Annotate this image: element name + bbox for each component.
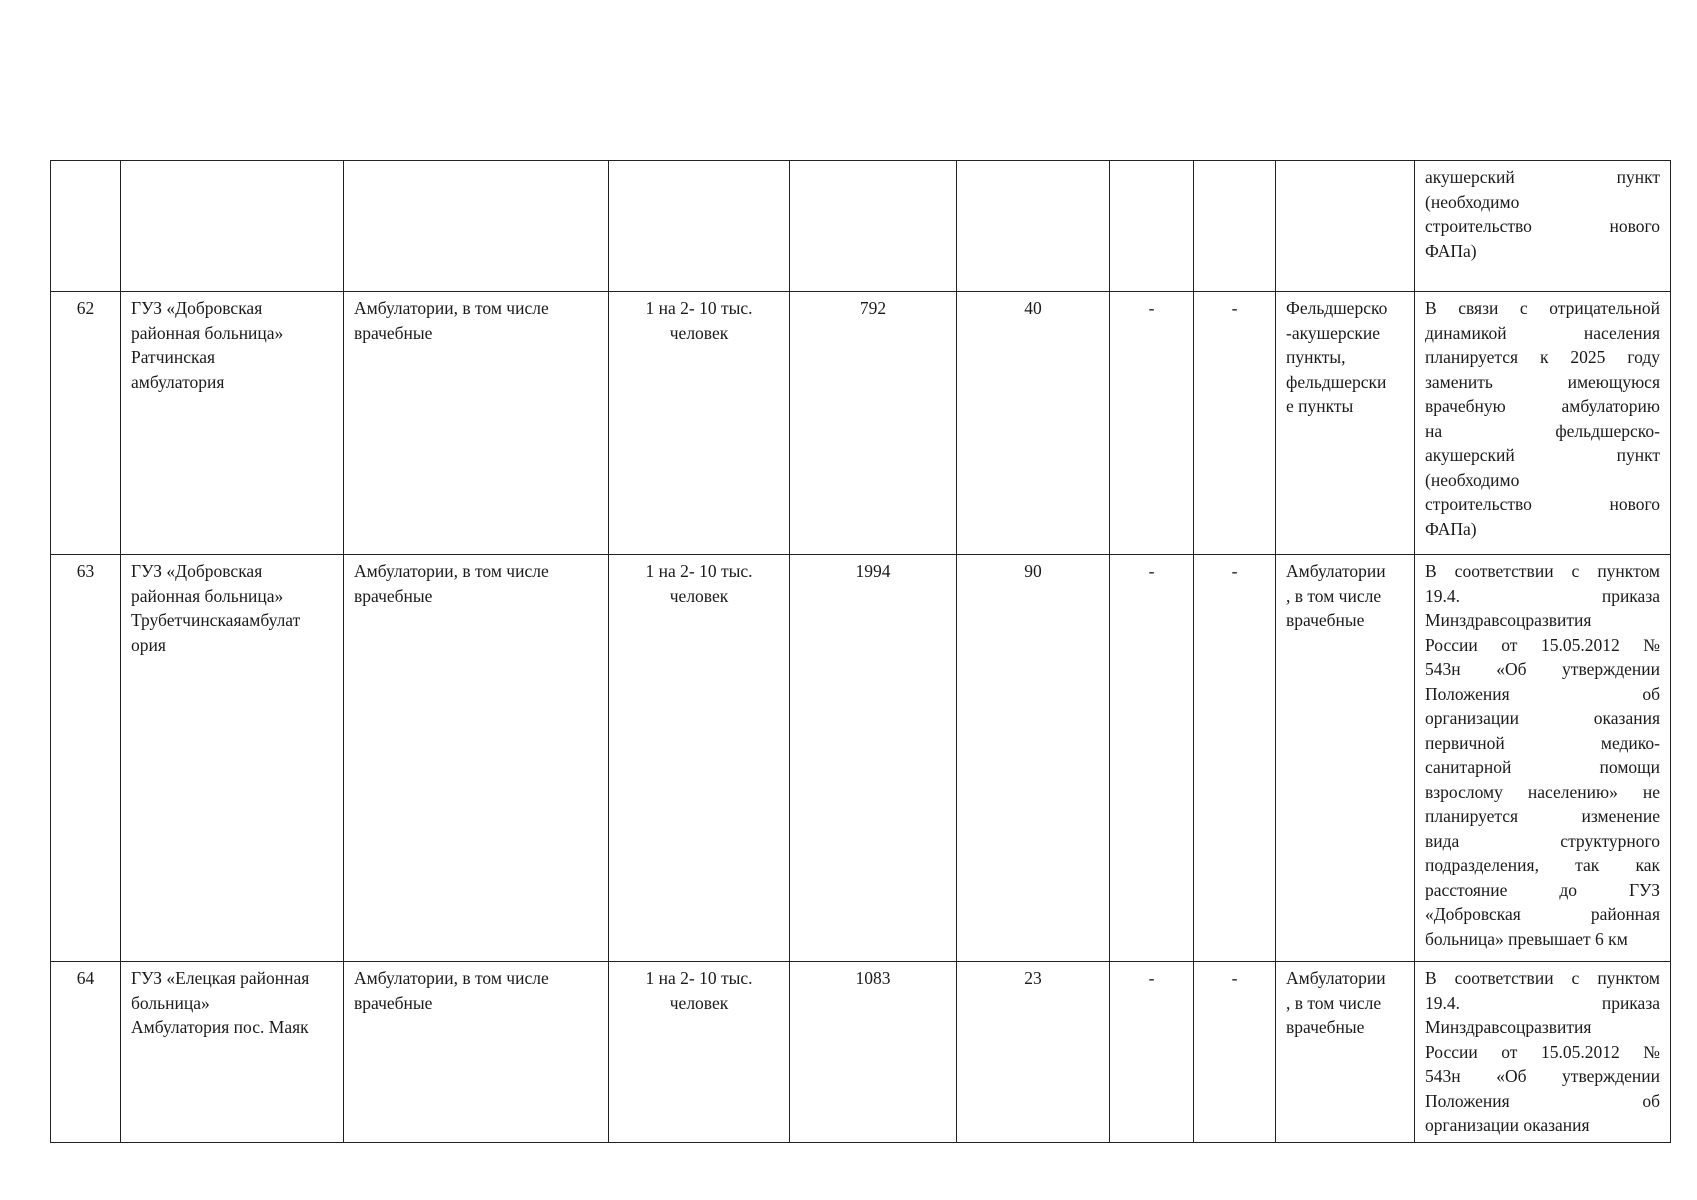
cell-word: имеющуюся bbox=[1567, 371, 1660, 392]
cell-line bbox=[1425, 633, 1660, 658]
cell-line: ГУЗ «Добровская bbox=[131, 561, 263, 581]
cell-word: фельдшерско- bbox=[1555, 420, 1660, 441]
column-7-cell: - bbox=[1110, 292, 1194, 555]
table-body bbox=[51, 161, 1671, 1143]
comment-cell bbox=[1415, 161, 1671, 292]
cell-line: амбулатория bbox=[131, 371, 225, 392]
cell-word: ГУЗ bbox=[1628, 879, 1660, 900]
cell-line: , в том числе bbox=[1286, 585, 1382, 606]
cell-word: динамикой bbox=[1425, 322, 1507, 343]
cell-line: (необходимо bbox=[1425, 469, 1520, 490]
capacity-cell: 23 bbox=[957, 962, 1110, 1143]
column-8-cell: - bbox=[1194, 292, 1276, 555]
cell-word: заменить bbox=[1425, 371, 1493, 392]
cell-line: Ратчинская bbox=[131, 347, 216, 367]
cell-line: Минздравсоцразвития bbox=[1425, 610, 1592, 630]
table-row bbox=[51, 161, 1671, 292]
planned-type-cell bbox=[1276, 292, 1415, 555]
cell-line: врачебные bbox=[354, 992, 433, 1013]
cell-word: пунктом bbox=[1597, 561, 1660, 581]
norm-cell bbox=[609, 555, 790, 962]
column-8-cell: - bbox=[1194, 555, 1276, 962]
cell-line: районная больница» bbox=[131, 322, 284, 343]
cell-word: не bbox=[1642, 781, 1660, 802]
cell-word: 19.4. bbox=[1425, 992, 1460, 1013]
cell-line: Амбулатория пос. Маяк bbox=[131, 1017, 309, 1037]
cell-word: 2025 bbox=[1570, 347, 1606, 367]
comment-cell bbox=[1415, 962, 1671, 1143]
cell-line: врачебные bbox=[1286, 1017, 1365, 1037]
planned-type-cell bbox=[1276, 161, 1415, 292]
row-number-cell: 63 bbox=[51, 555, 121, 962]
cell-line: пункты, bbox=[1286, 347, 1346, 367]
organization-cell bbox=[121, 962, 344, 1143]
cell-word: подразделения, bbox=[1425, 855, 1539, 875]
cell-line bbox=[1425, 991, 1660, 1016]
cell-line: ГУЗ «Елецкая районная bbox=[131, 968, 310, 988]
cell-line: 1 на 2- 10 тыс. bbox=[645, 561, 753, 581]
cell-line bbox=[1425, 755, 1660, 780]
cell-word: от bbox=[1501, 1041, 1518, 1062]
cell-word: связи bbox=[1458, 298, 1499, 318]
cell-line bbox=[1425, 492, 1660, 517]
cell-line bbox=[1425, 804, 1660, 829]
table-row bbox=[51, 292, 1671, 555]
cell-word: «Добровская bbox=[1425, 904, 1521, 924]
organization-cell bbox=[121, 292, 344, 555]
column-8-cell: - bbox=[1194, 962, 1276, 1143]
column-8-cell bbox=[1194, 161, 1276, 292]
cell-line: больница» bbox=[131, 992, 210, 1013]
row-number-cell: 64 bbox=[51, 962, 121, 1143]
cell-line: Амбулатории bbox=[1286, 968, 1386, 988]
norm-cell bbox=[609, 161, 790, 292]
cell-word: с bbox=[1571, 561, 1580, 581]
norm-cell bbox=[609, 292, 790, 555]
cell-line bbox=[1425, 214, 1660, 239]
cell-word: нового bbox=[1609, 494, 1660, 514]
population-cell: 792 bbox=[790, 292, 957, 555]
capacity-cell: 40 bbox=[957, 292, 1110, 555]
population-cell: 1083 bbox=[790, 962, 957, 1143]
cell-word: структурного bbox=[1560, 830, 1660, 851]
cell-word: В bbox=[1425, 968, 1437, 988]
cell-word: 543н bbox=[1425, 659, 1461, 679]
cell-word: 19.4. bbox=[1425, 585, 1460, 606]
cell-line bbox=[1425, 878, 1660, 903]
cell-word: 543н bbox=[1425, 1066, 1461, 1086]
cell-line bbox=[1425, 443, 1660, 468]
cell-word: населения bbox=[1583, 322, 1660, 343]
cell-word: России bbox=[1425, 1041, 1478, 1062]
cell-word: «Об bbox=[1496, 659, 1527, 679]
cell-line bbox=[1425, 780, 1660, 805]
cell-word: № bbox=[1643, 1041, 1660, 1062]
cell-word: утверждении bbox=[1562, 1066, 1660, 1086]
cell-line: человек bbox=[669, 322, 729, 343]
planned-type-cell bbox=[1276, 962, 1415, 1143]
cell-line: человек bbox=[669, 585, 729, 606]
cell-word: так bbox=[1575, 855, 1600, 875]
cell-word: районная bbox=[1590, 904, 1660, 924]
cell-word: как bbox=[1635, 855, 1660, 875]
cell-word: вида bbox=[1425, 830, 1460, 851]
table-row bbox=[51, 555, 1671, 962]
cell-line bbox=[1425, 559, 1660, 584]
cell-line bbox=[1425, 370, 1660, 395]
cell-line bbox=[1425, 296, 1660, 321]
capacity-cell bbox=[957, 161, 1110, 292]
cell-line bbox=[1425, 706, 1660, 731]
cell-line: 1 на 2- 10 тыс. bbox=[645, 968, 753, 988]
cell-line bbox=[1425, 966, 1660, 991]
cell-line: 1 на 2- 10 тыс. bbox=[645, 298, 753, 318]
cell-word: на bbox=[1425, 420, 1443, 441]
cell-word: планируется bbox=[1425, 806, 1519, 826]
cell-word: строительство bbox=[1425, 494, 1532, 514]
norm-cell bbox=[609, 962, 790, 1143]
cell-word: приказа bbox=[1601, 992, 1660, 1013]
cell-line: Фельдшерско bbox=[1286, 298, 1388, 318]
cell-line: врачебные bbox=[354, 585, 433, 606]
cell-line: организации оказания bbox=[1425, 1115, 1590, 1135]
cell-word: взрослому bbox=[1425, 781, 1503, 802]
cell-word: первичной bbox=[1425, 732, 1505, 753]
cell-word: изменение bbox=[1581, 806, 1660, 826]
cell-word: амбулаторию bbox=[1561, 396, 1660, 416]
cell-line: е пункты bbox=[1286, 396, 1354, 416]
cell-word: пунктом bbox=[1597, 968, 1660, 988]
cell-line: -акушерские bbox=[1286, 322, 1380, 343]
cell-word: от bbox=[1501, 634, 1518, 655]
cell-word: Положения bbox=[1425, 1090, 1510, 1111]
cell-line: фельдшерски bbox=[1286, 371, 1387, 392]
cell-line bbox=[1425, 853, 1660, 878]
cell-line bbox=[1425, 584, 1660, 609]
cell-word: строительство bbox=[1425, 216, 1532, 236]
population-cell: 1994 bbox=[790, 555, 957, 962]
facility-type-cell bbox=[344, 292, 609, 555]
cell-word: об bbox=[1642, 1090, 1660, 1111]
facility-type-cell bbox=[344, 555, 609, 962]
cell-line: ория bbox=[131, 634, 166, 655]
cell-word: пункт bbox=[1616, 167, 1660, 187]
cell-line: ФАПа) bbox=[1425, 240, 1477, 261]
row-number-cell bbox=[51, 161, 121, 292]
cell-line: врачебные bbox=[1286, 610, 1365, 630]
cell-word: к bbox=[1540, 347, 1549, 367]
row-number-cell: 62 bbox=[51, 292, 121, 555]
cell-word: помощи bbox=[1599, 757, 1660, 777]
cell-word: врачебную bbox=[1425, 396, 1506, 416]
cell-word: медико- bbox=[1600, 732, 1660, 753]
cell-word: отрицательной bbox=[1549, 298, 1660, 318]
cell-word: 15.05.2012 bbox=[1540, 1041, 1620, 1062]
cell-word: оказания bbox=[1593, 708, 1660, 728]
cell-word: соответствии bbox=[1454, 968, 1554, 988]
column-7-cell bbox=[1110, 161, 1194, 292]
cell-word: утверждении bbox=[1562, 659, 1660, 679]
cell-line: человек bbox=[669, 992, 729, 1013]
cell-line: районная больница» bbox=[131, 585, 284, 606]
cell-line bbox=[1425, 682, 1660, 707]
facility-type-cell bbox=[344, 962, 609, 1143]
cell-word: планируется bbox=[1425, 347, 1519, 367]
cell-line bbox=[1425, 1064, 1660, 1089]
cell-word: соответствии bbox=[1454, 561, 1554, 581]
cell-line: больница» превышает 6 км bbox=[1425, 928, 1628, 949]
planned-type-cell bbox=[1276, 555, 1415, 962]
cell-word: акушерский bbox=[1425, 445, 1515, 465]
cell-word: пункт bbox=[1616, 445, 1660, 465]
cell-line bbox=[1425, 1089, 1660, 1114]
cell-line bbox=[1425, 165, 1660, 190]
cell-line bbox=[1425, 394, 1660, 419]
cell-line bbox=[1425, 321, 1660, 346]
cell-line: (необходимо bbox=[1425, 191, 1520, 212]
cell-word: Положения bbox=[1425, 683, 1510, 704]
cell-word: приказа bbox=[1601, 585, 1660, 606]
cell-line: , в том числе bbox=[1286, 992, 1382, 1013]
cell-line: ГУЗ «Добровская bbox=[131, 298, 263, 318]
cell-word: санитарной bbox=[1425, 757, 1512, 777]
cell-line bbox=[1425, 345, 1660, 370]
table-row bbox=[51, 962, 1671, 1143]
column-7-cell: - bbox=[1110, 555, 1194, 962]
cell-word: 15.05.2012 bbox=[1540, 634, 1620, 655]
cell-word: с bbox=[1571, 968, 1580, 988]
cell-word: расстояние bbox=[1425, 879, 1508, 900]
cell-word: В bbox=[1425, 561, 1437, 581]
cell-line bbox=[1425, 731, 1660, 756]
organization-cell bbox=[121, 161, 344, 292]
cell-line bbox=[1425, 902, 1660, 927]
column-7-cell: - bbox=[1110, 962, 1194, 1143]
organization-cell bbox=[121, 555, 344, 962]
cell-word: № bbox=[1643, 634, 1660, 655]
capacity-cell: 90 bbox=[957, 555, 1110, 962]
cell-word: акушерский bbox=[1425, 167, 1515, 187]
cell-line: ФАПа) bbox=[1425, 518, 1477, 539]
cell-word: году bbox=[1627, 347, 1660, 367]
cell-line: Амбулатории, в том числе bbox=[354, 968, 549, 988]
cell-word: организации bbox=[1425, 708, 1519, 728]
cell-line: Амбулатории bbox=[1286, 561, 1386, 581]
cell-word: В bbox=[1425, 298, 1437, 318]
cell-word: до bbox=[1559, 879, 1578, 900]
population-cell bbox=[790, 161, 957, 292]
cell-word: населению» bbox=[1527, 781, 1618, 802]
cell-word: России bbox=[1425, 634, 1478, 655]
cell-line: врачебные bbox=[354, 322, 433, 343]
facility-type-cell bbox=[344, 161, 609, 292]
comment-cell bbox=[1415, 555, 1671, 962]
cell-line bbox=[1425, 1040, 1660, 1065]
cell-word: об bbox=[1642, 683, 1660, 704]
cell-line: Минздравсоцразвития bbox=[1425, 1017, 1592, 1037]
document-table bbox=[50, 160, 1671, 1143]
cell-line bbox=[1425, 657, 1660, 682]
cell-word: «Об bbox=[1496, 1066, 1527, 1086]
comment-cell bbox=[1415, 292, 1671, 555]
cell-line: Амбулатории, в том числе bbox=[354, 561, 549, 581]
cell-word: нового bbox=[1609, 216, 1660, 236]
cell-line: Амбулатории, в том числе bbox=[354, 298, 549, 318]
cell-line: Трубетчинскаяамбулат bbox=[131, 610, 301, 630]
cell-line bbox=[1425, 419, 1660, 444]
cell-word: с bbox=[1519, 298, 1528, 318]
cell-line bbox=[1425, 829, 1660, 854]
